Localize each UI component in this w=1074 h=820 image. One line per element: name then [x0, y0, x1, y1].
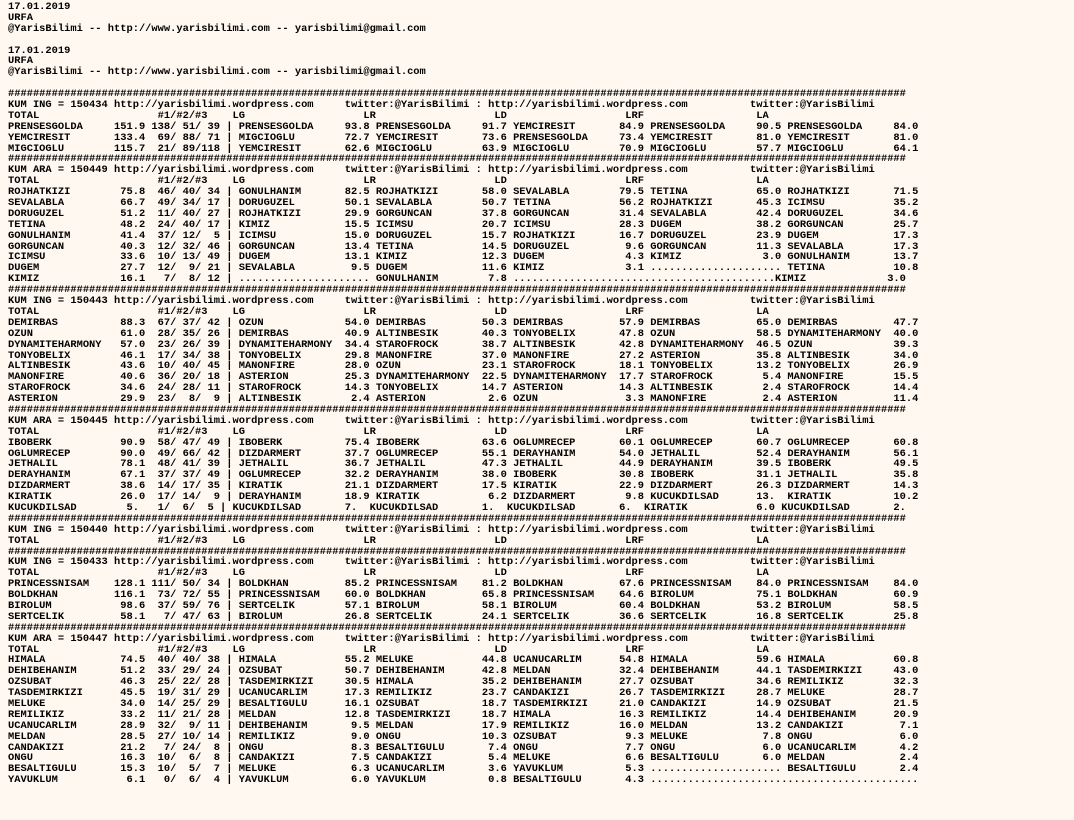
separator-line: ################################################################################################################################################ — [8, 88, 906, 101]
result-row: IBOBERK 90.9 58/ 47/ 49 | IBOBERK 75.4 IBOBERK 63.6 OGLUMRECEP 60.1 OGLUMRECEP 60.7 OGLUMRECEP 60.8 — [8, 436, 919, 449]
result-row: DORUGUZEL 51.2 11/ 40/ 27 | ROJHATKIZI 29.9 GORGUNCAN 37.8 GORGUNCAN 31.4 SEVALABLA 42.4 DORUGUZEL 34.6 — [8, 207, 919, 220]
result-row: PRENSESGOLDA 151.9 138/ 51/ 39 | PRENSESGOLDA 93.8 PRENSESGOLDA 91.7 YEMCIRESIT 84.9 PRENSESGOLDA 90.5 PRENSESGOLDA 84.0 — [8, 120, 919, 133]
section-title: KUM ARA = 150449 http://yarisbilimi.wordpress.com twitter:@YarisBilimi : http://yarisbilimi.wordpress.com twitter:@YarisBilimi — [8, 164, 875, 177]
separator-line: ################################################################################################################################################ — [8, 512, 906, 525]
report-city: URFA — [8, 55, 33, 68]
result-row: DEHIBEHANIM 51.2 33/ 29/ 24 | OZSUBAT 50.7 DEHIBEHANIM 42.8 MELDAN 32.4 DEHIBEHANIM 44.1 TASDEMIRKIZI 43.0 — [8, 665, 919, 678]
contact-line: @YarisBilimi -- http://www.yarisbilimi.com -- yarisbilimi@gmail.com — [8, 22, 426, 35]
result-row: ONGU 16.3 10/ 6/ 8 | CANDAKIZI 7.5 CANDAKIZI 5.4 MELUKE 6.6 BESALTIGULU 6.0 MELDAN 2.4 — [8, 752, 919, 765]
race-report-document — [8, 2, 918, 786]
section-title: KUM ARA = 150445 http://yarisbilimi.wordpress.com twitter:@YarisBilimi : http://yarisbilimi.wordpress.com twitter:@YarisBilimi — [8, 414, 875, 427]
result-row: KUCUKDILSAD 5. 1/ 6/ 5 | KUCUKDILSAD 7. KUCUKDILSAD 1. KUCUKDILSAD 6. KIRATIK 6.0 KUCUKDILSAD 2. — [8, 501, 906, 514]
result-row: DYNAMITEHARMONY 57.0 23/ 26/ 39 | DYNAMITEHARMONY 34.4 STAROFROCK 38.7 ALTINBESIK 42.8 DYNAMITEHARMONY 46.5 OZUN 39.3 — [8, 338, 919, 351]
result-row: DERAYHANIM 67.1 37/ 37/ 49 | OGLUMRECEP 32.2 DERAYHANIM 38.0 IBOBERK 30.8 IBOBERK 31.1 JETHALIL 35.8 — [8, 469, 919, 482]
result-row: MANONFIRE 40.6 36/ 20/ 18 | ASTERION 25.3 DYNAMITEHARMONY 22.5 DYNAMITEHARMONY 17.7 STAROFROCK 5.4 MANONFIRE 15.5 — [8, 371, 919, 384]
separator-line: ################################################################################################################################################ — [8, 621, 906, 634]
report-city: URFA — [8, 11, 33, 24]
column-header: TOTAL #1/#2/#3 LG LR LD LRF LA — [8, 643, 769, 656]
section-title: KUM ING = 150443 http://yarisbilimi.wordpress.com twitter:@YarisBilimi : http://yarisbilimi.wordpress.com twitter:@YarisBilimi — [8, 295, 875, 308]
column-header: TOTAL #1/#2/#3 LG LR LD LRF LA — [8, 567, 769, 580]
result-row: MIGCIOGLU 115.7 21/ 89/118 | YEMCIRESIT 62.6 MIGCIOGLU 63.9 MIGCIOGLU 70.9 MIGCIOGLU 57.7 MIGCIOGLU 64.1 — [8, 142, 919, 155]
result-row: REMILIKIZ 33.2 11/ 21/ 28 | MELDAN 12.8 TASDEMIRKIZI 18.7 HIMALA 16.3 REMILIKIZ 14.4 DEHIBEHANIM 20.9 — [8, 708, 919, 721]
result-row: TASDEMIRKIZI 45.5 19/ 31/ 29 | UCANUCARLIM 17.3 REMILIKIZ 23.7 CANDAKIZI 26.7 TASDEMIRKIZI 28.7 MELUKE 28.7 — [8, 687, 919, 700]
contact-line: @YarisBilimi -- http://www.yarisbilimi.com -- yarisbilimi@gmail.com — [8, 66, 426, 79]
result-row: OZSUBAT 46.3 25/ 22/ 28 | TASDEMIRKIZI 30.5 HIMALA 35.2 DEHIBEHANIM 27.7 OZSUBAT 34.6 REMILIKIZ 32.3 — [8, 676, 919, 689]
result-row: JETHALIL 78.1 48/ 41/ 39 | JETHALIL 36.7 JETHALIL 47.3 JETHALIL 44.9 DERAYHANIM 39.5 IBOBERK 49.5 — [8, 458, 919, 471]
report-date: 17.01.2019 — [8, 1, 71, 13]
result-row: MELDAN 28.5 27/ 10/ 14 | REMILIKIZ 9.0 ONGU 10.3 OZSUBAT 9.3 MELUKE 7.8 ONGU 6.0 — [8, 730, 919, 743]
result-row: BOLDKHAN 116.1 73/ 72/ 55 | PRINCESSNISAM 60.0 BOLDKHAN 65.8 PRINCESSNISAM 64.6 BIROLUM 75.1 BOLDKHAN 60.9 — [8, 589, 919, 602]
separator-line: ################################################################################################################################################ — [8, 284, 906, 297]
section-title: KUM ARA = 150447 http://yarisbilimi.wordpress.com twitter:@YarisBilimi : http://yarisbilimi.wordpress.com twitter:@YarisBilimi — [8, 632, 875, 645]
result-row: HIMALA 74.5 40/ 40/ 38 | HIMALA 55.2 MELUKE 44.8 UCANUCARLIM 54.8 HIMALA 59.6 HIMALA 60.8 — [8, 654, 919, 667]
column-header: TOTAL #1/#2/#3 LG LR LD LRF LA — [8, 305, 769, 318]
result-row: OGLUMRECEP 90.0 49/ 66/ 42 | DIZDARMERT 37.7 OGLUMRECEP 55.1 DERAYHANIM 54.0 JETHALIL 52.4 DERAYHANIM 56.1 — [8, 447, 919, 460]
column-header: TOTAL #1/#2/#3 LG LR LD LRF LA — [8, 175, 769, 188]
separator-line: ################################################################################################################################################ — [8, 403, 906, 416]
result-row: CANDAKIZI 21.2 7/ 24/ 8 | ONGU 8.3 BESALTIGULU 7.4 ONGU 7.7 ONGU 6.0 UCANUCARLIM 4.2 — [8, 741, 919, 754]
result-row: DUGEM 27.7 12/ 9/ 21 | SEVALABLA 9.5 DUGEM 11.6 KIMIZ 3.1 ..................... TETINA 10.8 — [8, 262, 919, 275]
blank-line — [8, 35, 918, 46]
result-row: PRINCESSNISAM 128.1 111/ 50/ 34 | BOLDKHAN 85.2 PRINCESSNISAM 81.2 BOLDKHAN 67.6 PRINCESSNISAM 84.0 PRINCESSNISAM 84.0 — [8, 578, 919, 591]
separator-line: ################################################################################################################################################ — [8, 153, 906, 166]
result-row: SERTCELIK 58.1 7/ 47/ 63 | BIROLUM 26.8 SERTCELIK 24.1 SERTCELIK 36.6 SERTCELIK 16.8 SERTCELIK 25.8 — [8, 610, 919, 623]
result-row: BESALTIGULU 15.3 10/ 5/ 7 | MELUKE 6.3 UCANUCARLIM 3.6 YAVUKLUM 5.3 ..................... BESALTIGULU 2.4 — [8, 763, 919, 776]
result-row: UCANUCARLIM 28.9 32/ 9/ 11 | DEHIBEHANIM 9.5 MELDAN 17.9 REMILIKIZ 16.0 MELDAN 13.2 CANDAKIZI 7.1 — [8, 719, 919, 732]
section-title: KUM ING = 150440 http://yarisbilimi.wordpress.com twitter:@YarisBilimi : http://yarisbilimi.wordpress.com twitter:@YarisBilimi — [8, 523, 875, 536]
section-title: KUM ING = 150433 http://yarisbilimi.wordpress.com twitter:@YarisBilimi : http://yarisbilimi.wordpress.com twitter:@YarisBilimi — [8, 556, 875, 569]
result-row: YEMCIRESIT 133.4 69/ 88/ 71 | MIGCIOGLU 72.7 YEMCIRESIT 73.6 PRENSESGOLDA 73.4 YEMCIRESIT 81.0 YEMCIRESIT 81.0 — [8, 131, 919, 144]
result-row: STAROFROCK 34.6 24/ 28/ 11 | STAROFROCK 14.3 TONYOBELIX 14.7 ASTERION 14.3 ALTINBESIK 2.4 STAROFROCK 14.4 — [8, 382, 919, 395]
result-row: MELUKE 34.0 14/ 25/ 29 | BESALTIGULU 16.1 OZSUBAT 18.7 TASDEMIRKIZI 21.0 CANDAKIZI 14.9 OZSUBAT 21.5 — [8, 698, 919, 710]
result-row: KIRATIK 26.0 17/ 14/ 9 | DERAYHANIM 18.9 KIRATIK 6.2 DIZDARMERT 9.8 KUCUKDILSAD 13. KIRATIK 10.2 — [8, 491, 919, 504]
result-row: TETINA 48.2 24/ 40/ 17 | KIMIZ 15.5 ICIMSU 20.7 ICIMSU 28.3 DUGEM 38.2 GORGUNCAN 25.7 — [8, 218, 919, 231]
result-row: KIMIZ 16.1 7/ 8/ 12 | ..................... GONULHANIM 7.8 ..........................................KIMIZ 3.0 — [8, 273, 906, 286]
result-row: ROJHATKIZI 75.8 46/ 40/ 34 | GONULHANIM 82.5 ROJHATKIZI 58.0 SEVALABLA 79.5 TETINA 65.0 ROJHATKIZI 71.5 — [8, 186, 919, 199]
separator-line: ################################################################################################################################################ — [8, 545, 906, 558]
result-row: TONYOBELIX 46.1 17/ 34/ 38 | TONYOBELIX 29.8 MANONFIRE 37.0 MANONFIRE 27.2 ASTERION 35.8 ALTINBESIK 34.0 — [8, 349, 919, 362]
result-row: ASTERION 29.9 23/ 8/ 9 | ALTINBESIK 2.4 ASTERION 2.6 OZUN 3.3 MANONFIRE 2.4 ASTERION 11.4 — [8, 393, 919, 406]
result-row: YAVUKLUM 6.1 0/ 6/ 4 | YAVUKLUM 6.0 YAVUKLUM 0.8 BESALTIGULU 4.3 ........................................... — [8, 774, 919, 787]
result-row: OZUN 61.0 28/ 35/ 26 | DEMIRBAS 40.9 ALTINBESIK 40.3 TONYOBELIX 47.8 OZUN 58.5 DYNAMITEHARMONY 40.0 — [8, 327, 919, 340]
result-row: DEMIRBAS 88.3 67/ 37/ 42 | OZUN 54.0 DEMIRBAS 50.3 DEMIRBAS 57.9 DEMIRBAS 65.0 DEMIRBAS 47.7 — [8, 316, 919, 329]
column-header: TOTAL #1/#2/#3 LG LR LD LRF LA — [8, 425, 769, 438]
result-row: SEVALABLA 66.7 49/ 34/ 17 | DORUGUZEL 50.1 SEVALABLA 50.7 TETINA 56.2 ROJHATKIZI 45.3 ICIMSU 35.2 — [8, 197, 919, 210]
result-row: DIZDARMERT 38.6 14/ 17/ 35 | KIRATIK 21.1 DIZDARMERT 17.5 KIRATIK 22.9 DIZDARMERT 26.3 DIZDARMERT 14.3 — [8, 480, 919, 493]
section-title: KUM ING = 150434 http://yarisbilimi.wordpress.com twitter:@YarisBilimi : http://yarisbilimi.wordpress.com twitter:@YarisBilimi — [8, 99, 875, 112]
result-row: ICIMSU 33.6 10/ 13/ 49 | DUGEM 13.1 KIMIZ 12.3 DUGEM 4.3 KIMIZ 3.0 GONULHANIM 13.7 — [8, 251, 919, 264]
column-header: TOTAL #1/#2/#3 LG LR LD LRF LA — [8, 534, 769, 547]
result-row: BIROLUM 98.6 37/ 59/ 76 | SERTCELIK 57.1 BIROLUM 58.1 BIROLUM 60.4 BOLDKHAN 53.2 BIROLUM 58.5 — [8, 599, 919, 612]
column-header: TOTAL #1/#2/#3 LG LR LD LRF LA — [8, 109, 769, 122]
result-row: GONULHANIM 41.4 37/ 12/ 5 | ICIMSU 15.0 DORUGUZEL 15.7 ROJHATKIZI 16.7 DORUGUZEL 23.9 DUGEM 17.3 — [8, 229, 919, 242]
report-date: 17.01.2019 — [8, 44, 71, 57]
result-row: ALTINBESIK 43.6 10/ 40/ 45 | MANONFIRE 28.0 OZUN 23.1 STAROFROCK 18.1 TONYOBELIX 13.2 TONYOBELIX 26.9 — [8, 360, 919, 373]
result-row: GORGUNCAN 40.3 12/ 32/ 46 | GORGUNCAN 13.4 TETINA 14.5 DORUGUZEL 9.6 GORGUNCAN 11.3 SEVALABLA 17.3 — [8, 240, 919, 253]
